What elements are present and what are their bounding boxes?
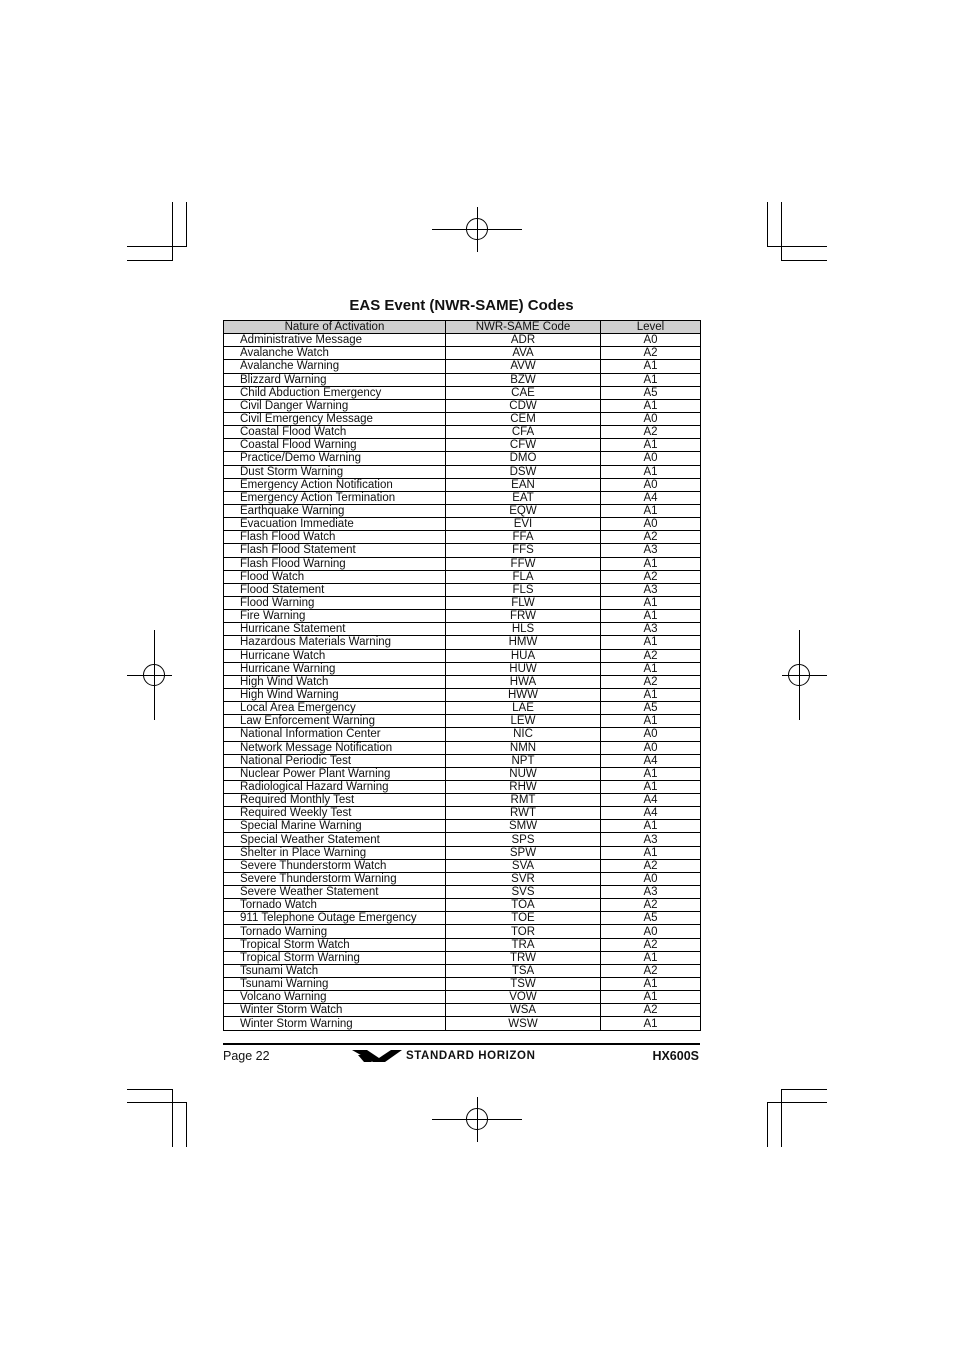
cell-nature: Flash Flood Warning [224, 557, 446, 570]
cell-level: A2 [601, 570, 701, 583]
cell-level: A0 [601, 452, 701, 465]
cell-level: A1 [601, 951, 701, 964]
cell-level: A1 [601, 978, 701, 991]
cell-level: A3 [601, 544, 701, 557]
cell-level: A1 [601, 373, 701, 386]
cell-code: EQW [446, 504, 601, 517]
table-row [224, 688, 701, 701]
cell-code: HWA [446, 675, 601, 688]
cell-nature: High Wind Warning [224, 688, 446, 701]
brand-name: STANDARD HORIZON [406, 1050, 536, 1062]
cell-code: TSW [446, 978, 601, 991]
table-row [224, 899, 701, 912]
table-row [224, 334, 701, 347]
cell-nature: Special Marine Warning [224, 820, 446, 833]
table-row [224, 675, 701, 688]
cell-level: A2 [601, 899, 701, 912]
cell-level: A0 [601, 478, 701, 491]
cell-level: A0 [601, 872, 701, 885]
cell-level: A1 [601, 688, 701, 701]
cell-nature: High Wind Watch [224, 675, 446, 688]
cell-code: FLS [446, 583, 601, 596]
eas-codes-table [223, 320, 701, 1031]
cell-level: A2 [601, 347, 701, 360]
cell-nature: Special Weather Statement [224, 833, 446, 846]
cell-code: AVW [446, 360, 601, 373]
table-row [224, 426, 701, 439]
cell-nature: Civil Emergency Message [224, 412, 446, 425]
cell-nature: Severe Thunderstorm Watch [224, 859, 446, 872]
cell-level: A2 [601, 531, 701, 544]
cell-nature: Flood Warning [224, 596, 446, 609]
cell-nature: Network Message Notification [224, 741, 446, 754]
cell-level: A1 [601, 504, 701, 517]
cell-code: TSA [446, 964, 601, 977]
table-row [224, 741, 701, 754]
table-row [224, 491, 701, 504]
cell-level: A2 [601, 859, 701, 872]
cell-level: A1 [601, 439, 701, 452]
cell-nature: Evacuation Immediate [224, 518, 446, 531]
cell-level: A1 [601, 636, 701, 649]
cell-nature: Tropical Storm Warning [224, 951, 446, 964]
table-row [224, 1004, 701, 1017]
table-row [224, 557, 701, 570]
model-number: HX600S [652, 1049, 699, 1063]
table-row [224, 912, 701, 925]
cell-level: A2 [601, 938, 701, 951]
cell-level: A2 [601, 964, 701, 977]
cell-code: WSA [446, 1004, 601, 1017]
cell-level: A5 [601, 386, 701, 399]
cell-nature: Severe Weather Statement [224, 886, 446, 899]
table-row [224, 794, 701, 807]
table-header-row [224, 321, 701, 334]
cell-level: A3 [601, 886, 701, 899]
cell-code: AVA [446, 347, 601, 360]
table-row [224, 360, 701, 373]
cell-code: TRA [446, 938, 601, 951]
cell-level: A5 [601, 702, 701, 715]
cell-level: A4 [601, 794, 701, 807]
cell-nature: Winter Storm Warning [224, 1017, 446, 1030]
table-row [224, 399, 701, 412]
cell-nature: Flood Statement [224, 583, 446, 596]
cell-nature: Blizzard Warning [224, 373, 446, 386]
column-header-level: Level [601, 321, 701, 334]
cell-nature: Flash Flood Statement [224, 544, 446, 557]
table-row [224, 780, 701, 793]
cell-nature: Volcano Warning [224, 991, 446, 1004]
table-row [224, 544, 701, 557]
table-row [224, 807, 701, 820]
cell-nature: Avalanche Warning [224, 360, 446, 373]
cell-nature: Winter Storm Watch [224, 1004, 446, 1017]
cell-nature: National Periodic Test [224, 754, 446, 767]
cell-code: EAT [446, 491, 601, 504]
table-row [224, 439, 701, 452]
cell-code: BZW [446, 373, 601, 386]
table-row [224, 347, 701, 360]
cell-level: A3 [601, 833, 701, 846]
table-row [224, 596, 701, 609]
table-row [224, 859, 701, 872]
cell-code: FRW [446, 610, 601, 623]
table-row [224, 504, 701, 517]
cell-nature: Required Weekly Test [224, 807, 446, 820]
cell-nature: Dust Storm Warning [224, 465, 446, 478]
table-row [224, 662, 701, 675]
cell-level: A1 [601, 715, 701, 728]
table-row [224, 583, 701, 596]
cell-level: A2 [601, 675, 701, 688]
cell-code: FLA [446, 570, 601, 583]
cell-code: EVI [446, 518, 601, 531]
cell-code: FFA [446, 531, 601, 544]
cell-level: A1 [601, 846, 701, 859]
cell-level: A0 [601, 334, 701, 347]
cell-nature: Law Enforcement Warning [224, 715, 446, 728]
cell-code: SPW [446, 846, 601, 859]
cell-code: NMN [446, 741, 601, 754]
table-row [224, 570, 701, 583]
table-row [224, 531, 701, 544]
page-number: Page 22 [223, 1049, 270, 1063]
cell-code: SVS [446, 886, 601, 899]
cell-code: CEM [446, 412, 601, 425]
cell-nature: Flood Watch [224, 570, 446, 583]
table-row [224, 412, 701, 425]
cell-code: SVA [446, 859, 601, 872]
cell-code: FFS [446, 544, 601, 557]
cell-code: LAE [446, 702, 601, 715]
cell-nature: Tornado Warning [224, 925, 446, 938]
cell-code: TOA [446, 899, 601, 912]
table-row [224, 518, 701, 531]
table-row [224, 991, 701, 1004]
cell-level: A1 [601, 820, 701, 833]
cell-level: A2 [601, 1004, 701, 1017]
cell-level: A1 [601, 662, 701, 675]
cell-nature: Local Area Emergency [224, 702, 446, 715]
table-row [224, 925, 701, 938]
cell-level: A1 [601, 1017, 701, 1030]
cell-level: A1 [601, 596, 701, 609]
cell-code: TOE [446, 912, 601, 925]
cell-nature: Nuclear Power Plant Warning [224, 767, 446, 780]
table-row [224, 846, 701, 859]
table-row [224, 820, 701, 833]
cell-code: NIC [446, 728, 601, 741]
cell-level: A1 [601, 399, 701, 412]
cell-nature: Tropical Storm Watch [224, 938, 446, 951]
cell-nature: Child Abduction Emergency [224, 386, 446, 399]
cell-nature: Earthquake Warning [224, 504, 446, 517]
cell-nature: Civil Danger Warning [224, 399, 446, 412]
cell-code: CAE [446, 386, 601, 399]
footer-divider [223, 1043, 700, 1045]
cell-code: DMO [446, 452, 601, 465]
cell-level: A1 [601, 780, 701, 793]
table-row [224, 886, 701, 899]
cell-nature: Tsunami Warning [224, 978, 446, 991]
cell-level: A4 [601, 491, 701, 504]
table-row [224, 938, 701, 951]
cell-code: SVR [446, 872, 601, 885]
table-row [224, 478, 701, 491]
cell-nature: Emergency Action Termination [224, 491, 446, 504]
cell-code: SPS [446, 833, 601, 846]
column-header-nature: Nature of Activation [224, 321, 446, 334]
cell-level: A1 [601, 767, 701, 780]
cell-level: A1 [601, 465, 701, 478]
cell-code: HMW [446, 636, 601, 649]
table-row [224, 623, 701, 636]
cell-level: A2 [601, 426, 701, 439]
cell-level: A3 [601, 583, 701, 596]
cell-code: HWW [446, 688, 601, 701]
cell-level: A0 [601, 412, 701, 425]
table-row [224, 754, 701, 767]
cell-nature: Hurricane Warning [224, 662, 446, 675]
cell-level: A0 [601, 741, 701, 754]
table-row [224, 715, 701, 728]
cell-code: NUW [446, 767, 601, 780]
cell-nature: Practice/Demo Warning [224, 452, 446, 465]
cell-level: A1 [601, 557, 701, 570]
cell-level: A4 [601, 754, 701, 767]
cell-code: HUW [446, 662, 601, 675]
cell-nature: Coastal Flood Warning [224, 439, 446, 452]
table-row [224, 833, 701, 846]
cell-code: RHW [446, 780, 601, 793]
table-row [224, 610, 701, 623]
cell-nature: Required Monthly Test [224, 794, 446, 807]
cell-code: CFW [446, 439, 601, 452]
cell-level: A4 [601, 807, 701, 820]
cell-code: TOR [446, 925, 601, 938]
cell-code: VOW [446, 991, 601, 1004]
cell-nature: Shelter in Place Warning [224, 846, 446, 859]
cell-code: WSW [446, 1017, 601, 1030]
table-row [224, 872, 701, 885]
cell-level: A0 [601, 925, 701, 938]
cell-level: A0 [601, 518, 701, 531]
cell-code: RWT [446, 807, 601, 820]
cell-nature: Severe Thunderstorm Warning [224, 872, 446, 885]
table-row [224, 373, 701, 386]
cell-code: HLS [446, 623, 601, 636]
cell-code: CFA [446, 426, 601, 439]
cell-nature: Avalanche Watch [224, 347, 446, 360]
cell-nature: National Information Center [224, 728, 446, 741]
table-row [224, 702, 701, 715]
cell-code: TRW [446, 951, 601, 964]
table-row [224, 649, 701, 662]
cell-code: HUA [446, 649, 601, 662]
cell-nature: 911 Telephone Outage Emergency [224, 912, 446, 925]
table-row [224, 386, 701, 399]
table-row [224, 465, 701, 478]
cell-level: A1 [601, 360, 701, 373]
cell-nature: Hurricane Watch [224, 649, 446, 662]
cell-code: LEW [446, 715, 601, 728]
standard-horizon-logo-icon [352, 1048, 402, 1064]
cell-level: A2 [601, 649, 701, 662]
page-title: EAS Event (NWR-SAME) Codes [349, 297, 574, 314]
cell-nature: Fire Warning [224, 610, 446, 623]
cell-level: A1 [601, 991, 701, 1004]
table-row [224, 452, 701, 465]
cell-nature: Administrative Message [224, 334, 446, 347]
table-row [224, 728, 701, 741]
cell-nature: Coastal Flood Watch [224, 426, 446, 439]
cell-code: DSW [446, 465, 601, 478]
table-row [224, 978, 701, 991]
cell-level: A0 [601, 728, 701, 741]
cell-nature: Hurricane Statement [224, 623, 446, 636]
table-row [224, 636, 701, 649]
cell-level: A1 [601, 610, 701, 623]
cell-code: CDW [446, 399, 601, 412]
cell-code: EAN [446, 478, 601, 491]
table-row [224, 951, 701, 964]
cell-nature: Flash Flood Watch [224, 531, 446, 544]
table-row [224, 767, 701, 780]
column-header-code: NWR-SAME Code [446, 321, 601, 334]
cell-nature: Tornado Watch [224, 899, 446, 912]
cell-code: FFW [446, 557, 601, 570]
cell-code: RMT [446, 794, 601, 807]
cell-nature: Hazardous Materials Warning [224, 636, 446, 649]
cell-level: A3 [601, 623, 701, 636]
cell-code: FLW [446, 596, 601, 609]
cell-nature: Tsunami Watch [224, 964, 446, 977]
cell-code: NPT [446, 754, 601, 767]
cell-code: ADR [446, 334, 601, 347]
cell-nature: Radiological Hazard Warning [224, 780, 446, 793]
table-row [224, 1017, 701, 1030]
cell-code: SMW [446, 820, 601, 833]
table-row [224, 964, 701, 977]
brand-logo [352, 1048, 536, 1064]
cell-level: A5 [601, 912, 701, 925]
cell-nature: Emergency Action Notification [224, 478, 446, 491]
